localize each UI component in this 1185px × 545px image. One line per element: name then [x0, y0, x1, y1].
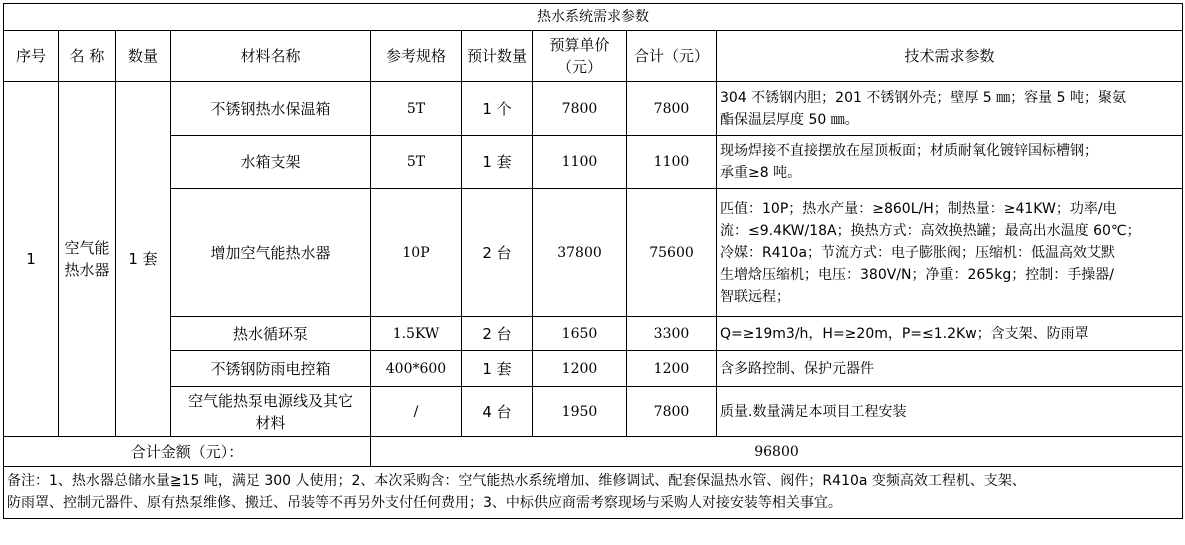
material-cell: 热水循环泵 [171, 317, 371, 351]
group-seq: 1 [4, 82, 59, 437]
tech-line: 现场焊接不直接摆放在屋顶板面；材质耐氧化镀锌国标槽钢； [720, 143, 1098, 159]
total-label: 合计金额（元）： [4, 437, 371, 467]
spec-cell: 10P [371, 189, 462, 317]
spec-cell: 5T [371, 136, 462, 189]
unit-price-cell: 37800 [533, 189, 627, 317]
total-row [4, 437, 1183, 467]
header-unit-price-line2: （元） [556, 58, 602, 76]
material-cell: 不锈钢防雨电控箱 [171, 351, 371, 387]
header-name: 名 称 [59, 31, 116, 82]
unit-price-cell: 1650 [533, 317, 627, 351]
note-cell [4, 467, 1183, 519]
tech-line: 承重≥8 吨。 [720, 165, 802, 181]
tech-line: 冷媒：R410a；节流方式：电子膨胀阀；压缩机：低温高效艾默 [720, 244, 1116, 261]
table-row [4, 317, 1183, 351]
subtotal-cell: 75600 [627, 189, 717, 317]
est-qty-cell: 2 台 [462, 317, 533, 351]
tech-cell [717, 317, 1183, 351]
tech-cell [717, 82, 1183, 136]
table-row [4, 136, 1183, 189]
est-qty-cell: 4 台 [462, 387, 533, 437]
total-value: 96800 [371, 437, 1183, 467]
note-line: 备注：1、热水器总储水量≧15 吨，满足 300 人使用；2、本次采购含：空气能热水系统增加、维修调试、配套保温热水管、阀件；R410a 变频高效工程机、支架、 [7, 473, 1026, 489]
est-qty-cell: 1 个 [462, 82, 533, 136]
material-cell: 增加空气能热水器 [171, 189, 371, 317]
subtotal-cell: 1200 [627, 351, 717, 387]
group-qty: 1 套 [116, 82, 171, 437]
header-seq: 序号 [4, 31, 59, 82]
note-row [4, 467, 1183, 519]
subtotal-cell: 7800 [627, 82, 717, 136]
tech-line: 流：≤9.4KW/18A；换热方式：高效换热罐；最高出水温度 60℃； [720, 222, 1141, 239]
material-line: 材料 [255, 413, 286, 432]
spec-cell: 400*600 [371, 351, 462, 387]
table-title: 热水系统需求参数 [4, 4, 1183, 31]
unit-price-cell: 1950 [533, 387, 627, 437]
tech-line: 含多路控制、保护元器件 [720, 360, 874, 377]
table-row [4, 387, 1183, 437]
material-cell: 不锈钢热水保温箱 [171, 82, 371, 136]
spec-cell: 5T [371, 82, 462, 136]
header-material: 材料名称 [171, 31, 371, 82]
material-line: 空气能热泵电源线及其它 [187, 391, 353, 410]
subtotal-cell: 3300 [627, 317, 717, 351]
requirements-table [3, 3, 1183, 519]
group-name [59, 82, 116, 437]
header-row [4, 31, 1183, 82]
header-subtotal: 合计（元） [627, 31, 717, 82]
subtotal-cell: 7800 [627, 387, 717, 437]
group-name-line1: 空气能 [64, 239, 110, 257]
tech-line: 匹值：10P；热水产量：≥860L/H；制热量：≥41KW；功率/电 [720, 200, 1117, 217]
header-unit-price [533, 31, 627, 82]
subtotal-cell: 1100 [627, 136, 717, 189]
tech-line: Q=≥19m3/h，H=≥20m，P=≤1.2Kw；含支架、防雨罩 [720, 325, 1089, 342]
tech-cell [717, 387, 1183, 437]
tech-line: 304 不锈钢内胆；201 不锈钢外壳；壁厚 5 ㎜；容量 5 吨；聚氨 [720, 89, 1126, 106]
spec-cell: / [371, 387, 462, 437]
tech-line: 酯保温层厚度 50 ㎜。 [720, 111, 859, 128]
header-qty: 数量 [116, 31, 171, 82]
tech-line: 生增焓压缩机；电压：380V/N；净重：265kg；控制：手操器/ [720, 266, 1114, 283]
material-cell: 水箱支架 [171, 136, 371, 189]
header-spec: 参考规格 [371, 31, 462, 82]
est-qty-cell: 1 套 [462, 136, 533, 189]
table-row [4, 189, 1183, 317]
header-unit-price-line1: 预算单价 [549, 36, 610, 54]
material-cell [171, 387, 371, 437]
spec-cell: 1.5KW [371, 317, 462, 351]
tech-line: 质量.数量满足本项目工程安装 [720, 403, 907, 420]
table-row [4, 82, 1183, 136]
tech-line: 智联远程； [720, 288, 790, 305]
unit-price-cell: 7800 [533, 82, 627, 136]
group-name-line2: 热水器 [64, 261, 110, 279]
note-line: 防雨罩、控制元器件、原有热泵维修、搬迁、吊装等不再另外支付任何费用；3、中标供应商需考察现场与采购人对接安装等相关事宜。 [7, 495, 842, 511]
unit-price-cell: 1100 [533, 136, 627, 189]
tech-cell [717, 136, 1183, 189]
est-qty-cell: 2 台 [462, 189, 533, 317]
unit-price-cell: 1200 [533, 351, 627, 387]
table-row [4, 351, 1183, 387]
est-qty-cell: 1 套 [462, 351, 533, 387]
header-est-qty: 预计数量 [462, 31, 533, 82]
tech-cell [717, 189, 1183, 317]
tech-cell [717, 351, 1183, 387]
header-tech: 技术需求参数 [717, 31, 1183, 82]
